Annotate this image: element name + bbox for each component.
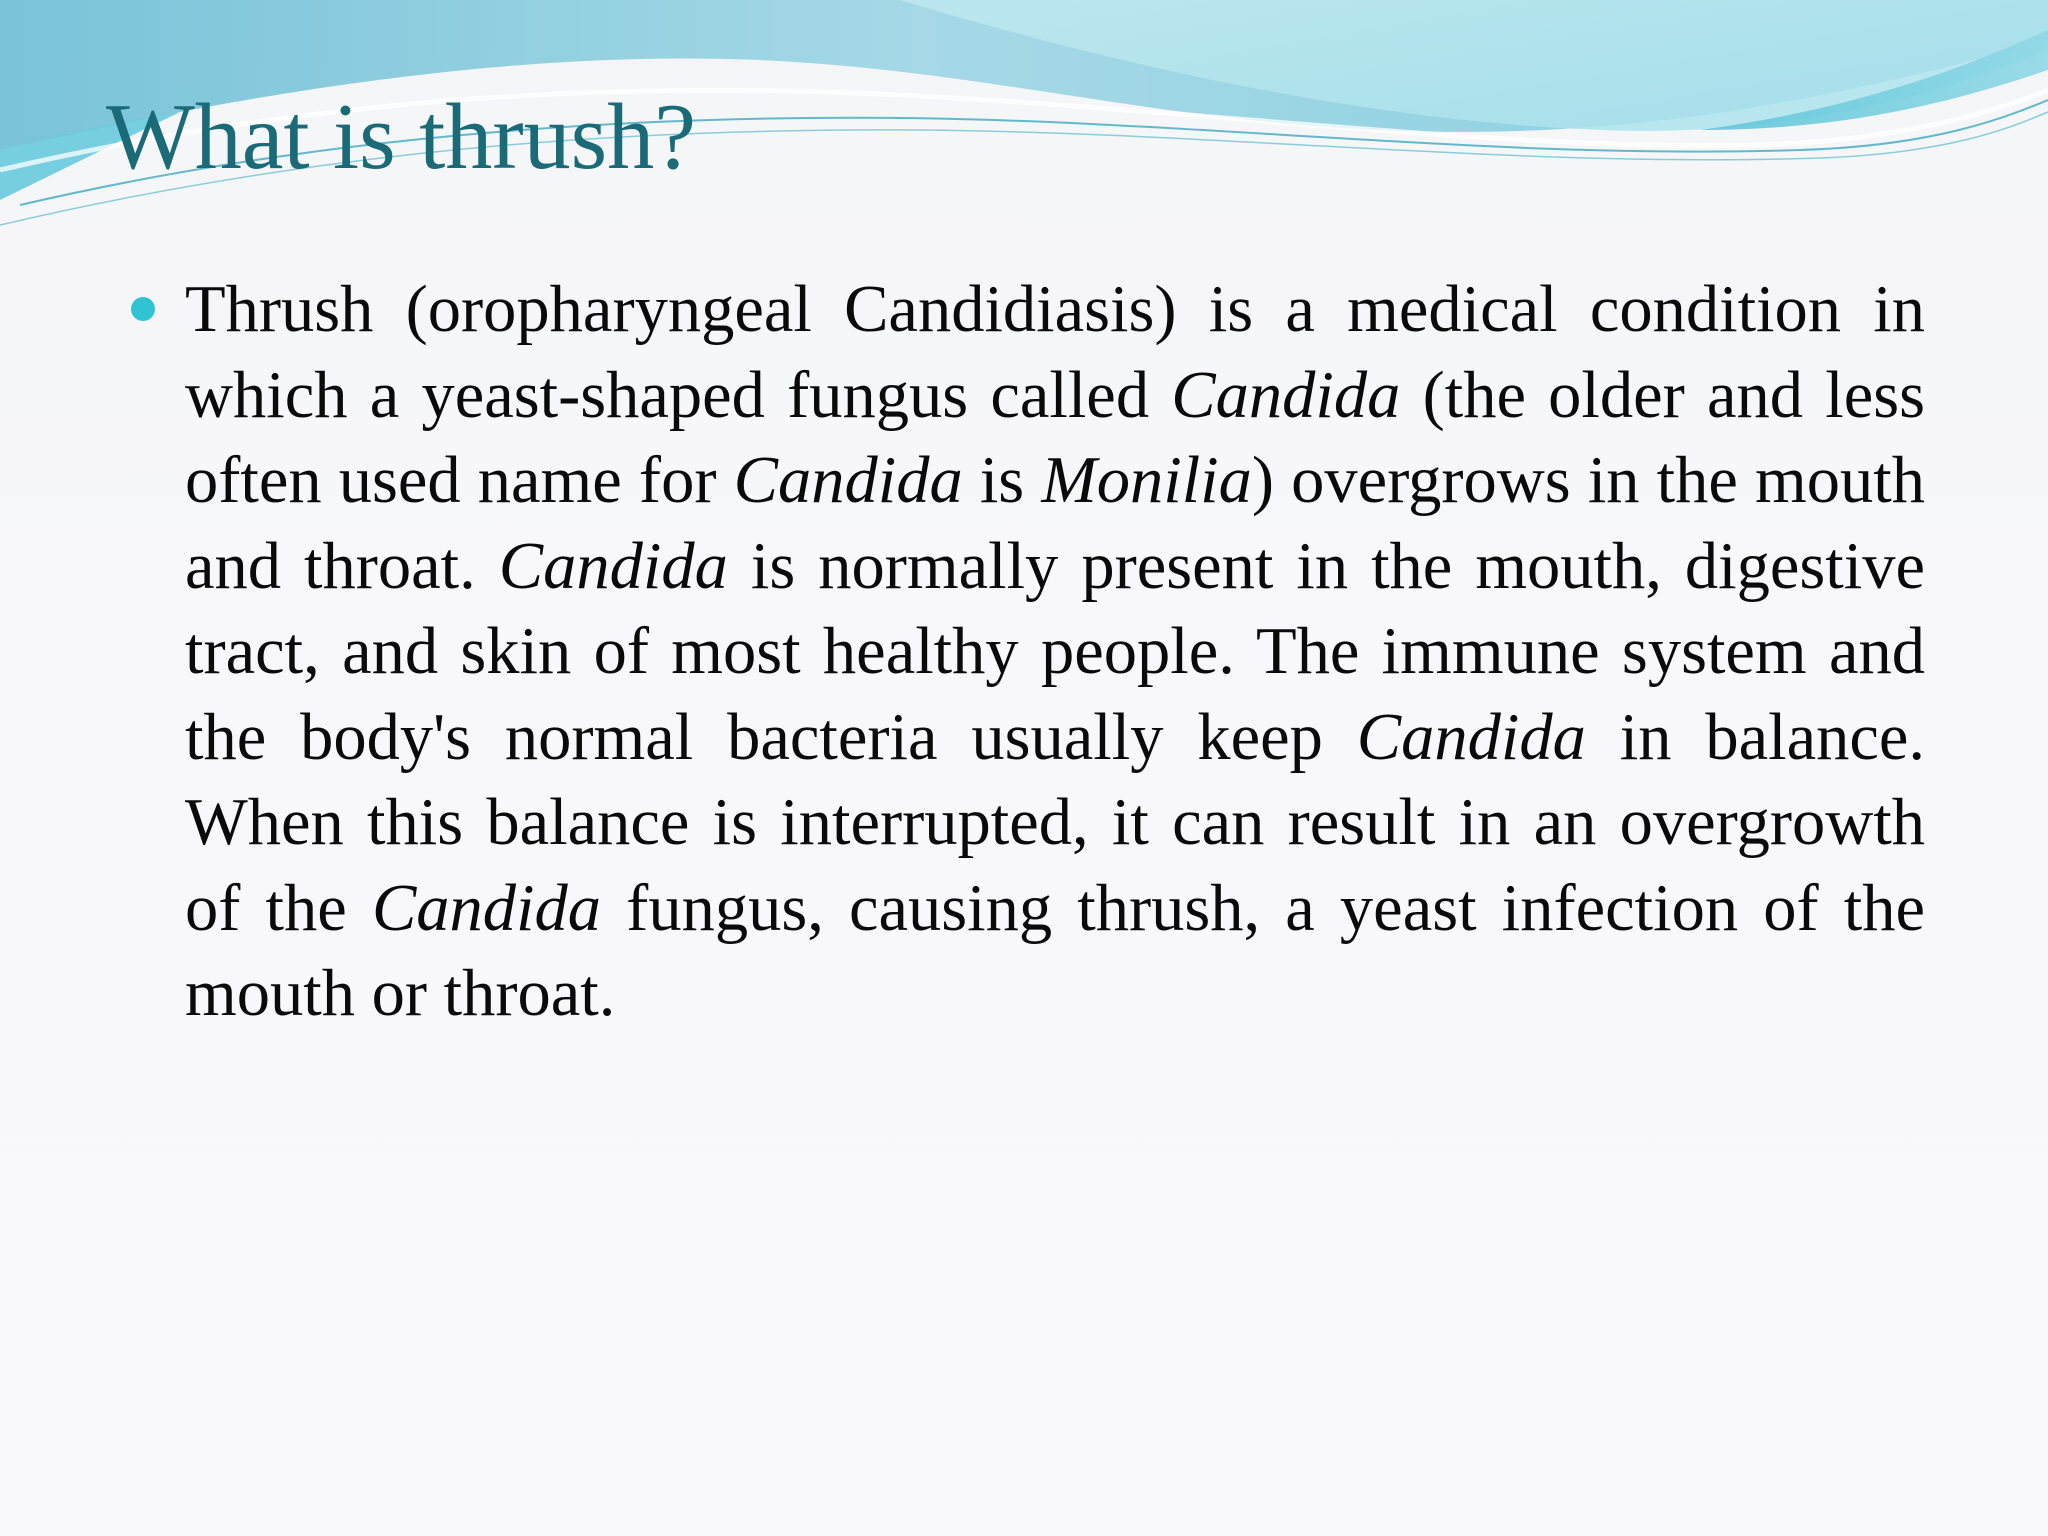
text-run: in balance. When this balance is interrupted, it can result in an overgrowth of the: [185, 700, 1925, 945]
italic-term: Candida: [1171, 358, 1401, 432]
italic-term: Candida: [498, 529, 728, 603]
slide-title: What is thrush?: [106, 85, 696, 189]
text-run: ) overgrows in the mouth and throat.: [185, 444, 1925, 603]
text-run: Thrush (oropharyngeal Candidiasis) is a medical condition in which a yeast-shaped fungus called: [185, 273, 1925, 432]
text-run: (the older and less often used name for: [185, 358, 1925, 517]
text-run: is normally present in the mouth, digestive tract, and skin of most healthy people. The immune system and the body's normal bacteria usually keep: [185, 529, 1925, 774]
italic-term: Candida: [733, 444, 963, 517]
italic-term: Candida: [371, 871, 602, 945]
italic-term: Monilia: [1041, 444, 1252, 517]
bullet-icon: [131, 297, 155, 321]
text-run: fungus, causing thrush, a yeast infection of the mouth or throat.: [185, 871, 1925, 1030]
text-run: is: [962, 444, 1042, 517]
bullet-paragraph: [185, 267, 1925, 1037]
italic-term: Candida: [1356, 700, 1586, 774]
